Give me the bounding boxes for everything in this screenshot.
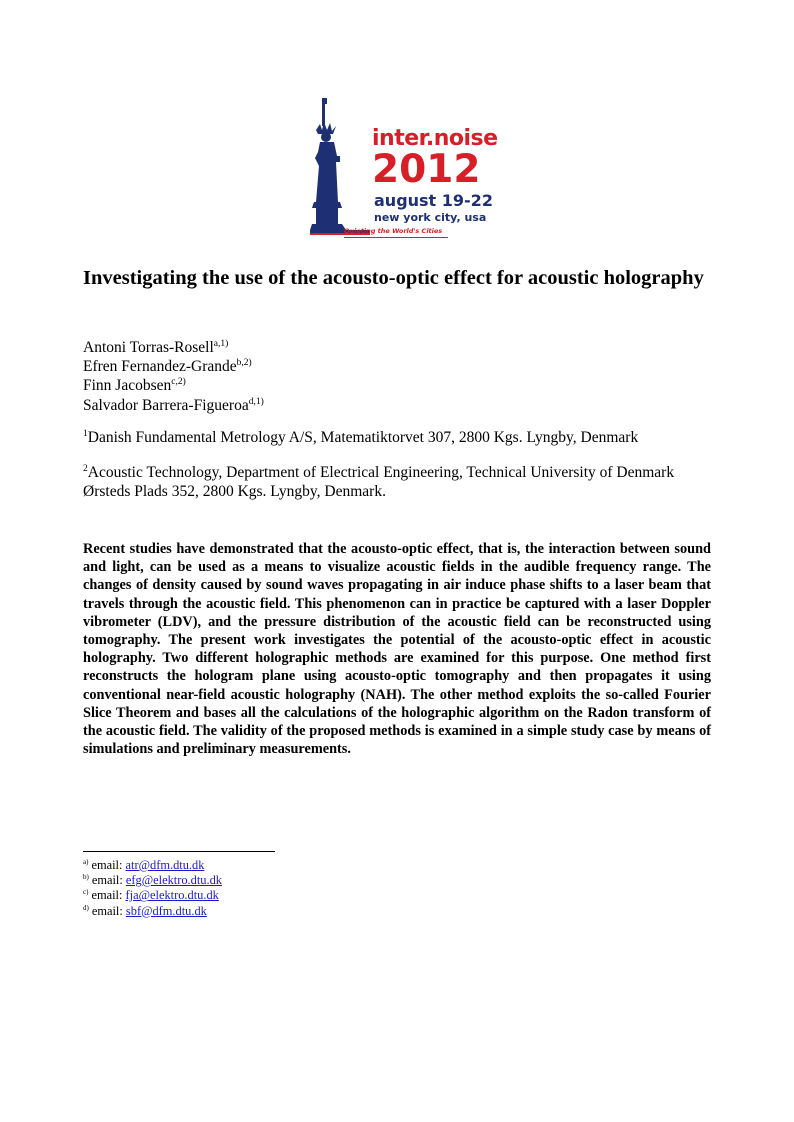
affiliation-2: $^2$Acoustic Technology, Department of Electrical Engineering, Technical University of Denmark Ørsteds Plads 352, 2800 Kgs. Lyngby, Denmark. bbox=[83, 464, 675, 500]
logo-tagline: Quieting the World's Cities bbox=[344, 227, 443, 235]
email-link[interactable]: fja@elektro.dtu.dk bbox=[125, 888, 219, 903]
author: Salvador Barrera-Figueroa$^{d,1)}$ bbox=[83, 396, 264, 414]
logo-title: inter.noise bbox=[372, 126, 498, 151]
logo-tagline-underline bbox=[344, 237, 448, 238]
paper-title: Investigating the use of the acousto-optic effect for acoustic holography bbox=[83, 267, 704, 289]
footnote: $^{d)}$ email: sbf@dfm.dtu.dk bbox=[83, 903, 207, 918]
email-link[interactable]: sbf@dfm.dtu.dk bbox=[125, 903, 207, 918]
email-link[interactable]: atr@dfm.dtu.dk bbox=[125, 858, 205, 872]
affiliation-1: $^1$Danish Fundamental Metrology A/S, Matematiktorvet 307, 2800 Kgs. Lyngby, Denmark bbox=[83, 429, 639, 446]
author: Antoni Torras-Rosell$^{a,1)}$ bbox=[83, 339, 229, 356]
author: Efren Fernandez-Grande$^{b,2)}$ bbox=[83, 358, 252, 376]
author: Finn Jacobsen$^{c,2)}$ bbox=[83, 377, 186, 395]
abstract: Recent studies have demonstrated that the acousto-optic effect, that is, the interaction between sound and light, can be used as a means to visualize acoustic fields in the audible frequency range. The changes of density caused by sound waves propagating in air induce phase shifts to a laser beam that travels through the acoustic field. This phenomenon can in practice be captured with a laser Doppler vibrometer (LDV), and the pressure distribution of the acoustic field can be reconstructed using tomography. The present work investigates the potential of the acousto-optic effect in acoustic holography. Two different holographic methods are examined for this purpose. One method first reconstructs the hologram plane using acousto-optic tomography and then propagates it using conventional near-field acoustic holography (NAH). The other method exploits the so-called Fourier Slice Theorem and bases all the calculations of the holographic algorithm on the Radon transform of the acoustic field. The validity of the proposed methods is examined in a simple study case by means of simulations and preliminary measurements. bbox=[83, 541, 711, 758]
author-list bbox=[83, 338, 264, 415]
footnote-separator bbox=[83, 851, 275, 852]
logo-year: 2012 bbox=[372, 147, 481, 192]
email-link[interactable]: efg@elektro.dtu.dk bbox=[125, 873, 222, 888]
logo-location: new york city, usa bbox=[374, 211, 487, 224]
footnotes bbox=[83, 858, 222, 919]
footnote: $^{b)}$ email: efg@elektro.dtu.dk bbox=[83, 873, 222, 888]
footnote: $^{a)}$ email: atr@dfm.dtu.dk bbox=[83, 858, 205, 872]
footnote: $^{c)}$ email: fja@elektro.dtu.dk bbox=[83, 888, 219, 903]
logo-date: august 19-22 bbox=[374, 191, 493, 210]
